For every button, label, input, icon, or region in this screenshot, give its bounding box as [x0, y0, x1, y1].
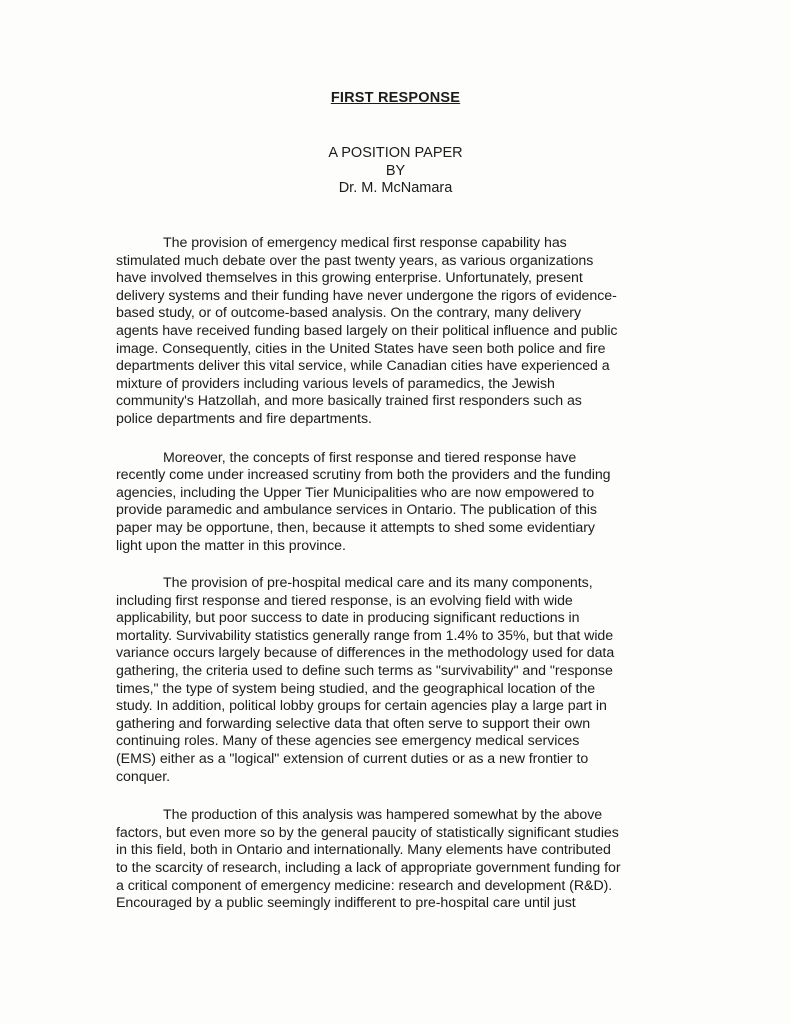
paragraph-line: agencies, including the Upper Tier Municipalities who are now empowered to [116, 484, 595, 501]
paragraph-line: to the scarcity of research, including a lack of appropriate government funding for [116, 860, 621, 876]
paragraph-line: The provision of emergency medical first response capability has [163, 235, 567, 251]
paragraph-line: recently come under increased scrutiny from both the providers and the funding [116, 467, 611, 484]
paragraph-line: times," the type of system being studied, and the geographical location of the [116, 680, 596, 697]
paragraph-line: gathering, the criteria used to define such terms as "survivability" and "response [116, 663, 613, 680]
paragraph-line: The provision of pre-hospital medical care and its many components, [163, 575, 593, 592]
paragraph-line: study. In addition, political lobby groups for certain agencies play a large part in [116, 698, 607, 715]
paragraph-line: community's Hatzollah, and more basically trained first responders such as [116, 393, 582, 410]
author-name: Dr. M. McNamara [338, 180, 453, 196]
paragraph-line: factors, but even more so by the general paucity of statistically significant studies [116, 824, 619, 841]
paragraph-line: police departments and fire departments. [116, 410, 372, 427]
paragraph-line: conquer. [116, 768, 171, 785]
paragraph-line: image. Consequently, cities in the United States have seen both police and fire [116, 340, 606, 357]
paragraph-3 [116, 575, 678, 786]
paragraph-line: variance occurs largely because of differences in the methodology used for data [116, 645, 615, 662]
paragraph-line: based study, or of outcome-based analysis. On the contrary, many delivery [116, 305, 582, 322]
document-title: FIRST RESPONSE [330, 90, 461, 106]
paragraph-line: Moreover, the concepts of first response and tiered response have [163, 449, 577, 466]
paragraph-line: agents have received funding based largely on their political influence and public [116, 322, 618, 339]
subtitle-by: BY [385, 162, 406, 179]
paragraph-4 [116, 807, 678, 913]
paragraph-line: departments deliver this vital service, while Canadian cities have experienced a [116, 358, 610, 375]
paragraph-line: including first response and tiered response, is an evolving field with wide [116, 592, 573, 609]
paragraph-line: in this field, both in Ontario and internationally. Many elements have contributed [116, 842, 611, 859]
paragraph-line: The production of this analysis was hampered somewhat by the above [163, 807, 603, 824]
paragraph-line: paper may be opportune, then, because it attempts to shed some evidentiary [116, 519, 595, 536]
paragraph-line: stimulated much debate over the past twenty years, as various organizations [116, 252, 594, 269]
paragraph-line: delivery systems and their funding have never undergone the rigors of evidence- [116, 287, 617, 304]
paragraph-line: a critical component of emergency medicine: research and development (R&D). [116, 877, 613, 894]
subtitle-line: A POSITION PAPER [328, 145, 463, 161]
document-subtitle [0, 145, 791, 198]
paragraph-1 [116, 235, 678, 429]
document-body [116, 235, 678, 913]
paragraph-line: gathering and forwarding selective data that often serve to support their own [116, 715, 591, 732]
paragraph-line: have involved themselves in this growing enterprise. Unfortunately, present [116, 270, 583, 287]
paragraph-line: mortality. Survivability statistics generally range from 1.4% to 35%, but that wide [116, 627, 614, 644]
paragraph-line: (EMS) either as a "logical" extension of current duties or as a new frontier to [116, 751, 589, 768]
paragraph-2 [116, 450, 678, 556]
paragraph-line: continuing roles. Many of these agencies see emergency medical services [116, 733, 580, 750]
paragraph-line: mixture of providers including various levels of paramedics, the Jewish [116, 375, 555, 392]
paragraph-line: applicability, but poor success to date in producing significant reductions in [116, 610, 580, 627]
paragraph-line: light upon the matter in this province. [116, 537, 346, 554]
paragraph-line: Encouraged by a public seemingly indifferent to pre-hospital care until just [116, 895, 576, 912]
paragraph-line: provide paramedic and ambulance services in Ontario. The publication of this [116, 502, 597, 519]
